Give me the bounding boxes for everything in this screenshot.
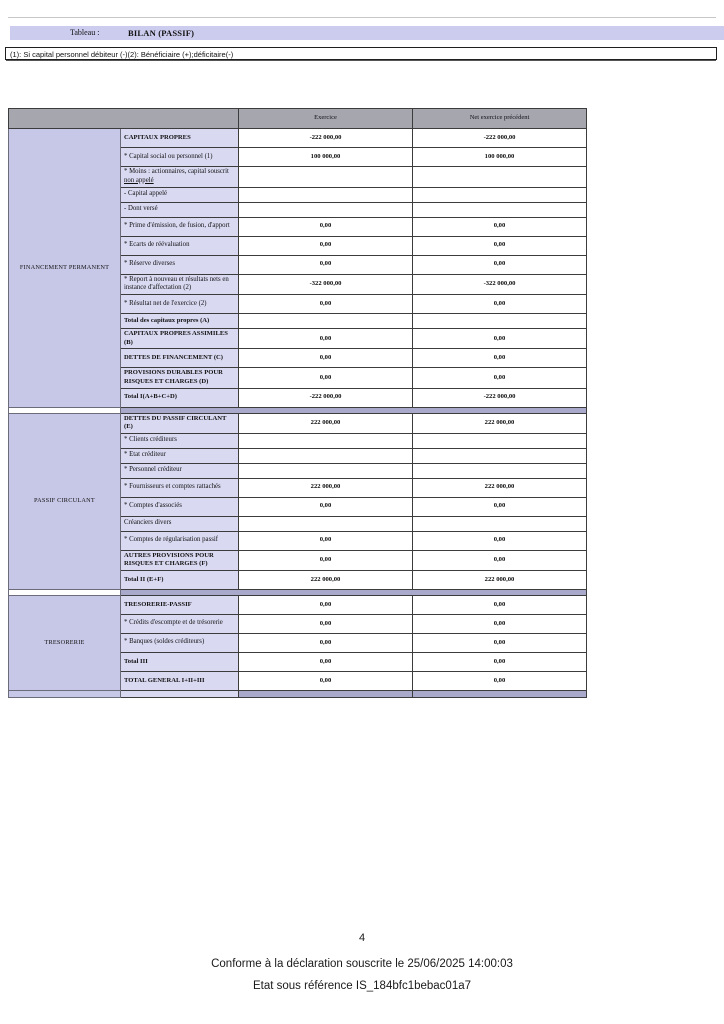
row-label: * Comptes d'associés <box>121 497 239 516</box>
cell-exercice <box>239 314 413 329</box>
cell-precedent: 0,00 <box>413 550 587 570</box>
row-label: * Résultat net de l'exercice (2) <box>121 295 239 314</box>
row-label: * Personnel créditeur <box>121 463 239 478</box>
row-label: * Clients créditeurs <box>121 433 239 448</box>
bottom-strip-label <box>121 690 239 697</box>
cell-precedent: 0,00 <box>413 295 587 314</box>
row-label: Total des capitaux propres (A) <box>121 314 239 329</box>
row-label: * Fournisseurs et comptes rattachés <box>121 478 239 497</box>
conformity-statement: Conforme à la déclaration souscrite le 25/06/2025 14:00:03 <box>211 958 513 970</box>
row-label: CAPITAUX PROPRES ASSIMILES (B) <box>121 329 239 349</box>
cell-precedent <box>413 187 587 202</box>
cell-precedent: -222 000,00 <box>413 388 587 407</box>
cell-precedent: 222 000,00 <box>413 570 587 589</box>
row-label: Total II (E+F) <box>121 570 239 589</box>
row-label: * Capital social ou personnel (1) <box>121 148 239 167</box>
cell-precedent: 100 000,00 <box>413 148 587 167</box>
cell-exercice: 0,00 <box>239 595 413 614</box>
cell-precedent: 0,00 <box>413 255 587 274</box>
cell-exercice: 0,00 <box>239 531 413 550</box>
cell-precedent <box>413 314 587 329</box>
cell-exercice <box>239 448 413 463</box>
cell-exercice: 0,00 <box>239 368 413 388</box>
group-label-0: FINANCEMENT PERMANENT <box>9 129 121 408</box>
cell-precedent: 0,00 <box>413 329 587 349</box>
row-label: * Réserve diverses <box>121 255 239 274</box>
cell-exercice: -222 000,00 <box>239 129 413 148</box>
cell-exercice: 0,00 <box>239 633 413 652</box>
table-header-row <box>9 109 587 129</box>
group-label-1: PASSIF CIRCULANT <box>9 413 121 589</box>
bilan-table-body <box>9 109 587 698</box>
row-label: * Report à nouveau et résultats nets en instance d'affectation (2) <box>121 274 239 295</box>
cell-exercice: 0,00 <box>239 255 413 274</box>
cell-exercice: -222 000,00 <box>239 388 413 407</box>
cell-exercice: 222 000,00 <box>239 478 413 497</box>
table-row <box>9 413 587 433</box>
cell-exercice: 222 000,00 <box>239 413 413 433</box>
column-header-exercice: Exercice <box>239 109 413 129</box>
header-spacer-cell <box>9 109 239 129</box>
footnote-box <box>5 47 717 60</box>
cell-exercice <box>239 187 413 202</box>
cell-precedent: 0,00 <box>413 349 587 368</box>
top-divider <box>8 17 716 18</box>
cell-precedent: 222 000,00 <box>413 478 587 497</box>
row-label: Total I(A+B+C+D) <box>121 388 239 407</box>
cell-exercice: 0,00 <box>239 550 413 570</box>
bottom-strip-precedent <box>413 690 587 697</box>
row-label: TRESORERIE-PASSIF <box>121 595 239 614</box>
row-label: * Banques (soldes créditeurs) <box>121 633 239 652</box>
row-label: Créanciers divers <box>121 516 239 531</box>
tableau-header-bar <box>10 26 724 40</box>
column-header-precedent: Net exercice précédent <box>413 109 587 129</box>
cell-precedent: 0,00 <box>413 531 587 550</box>
row-label: * Prime d'émission, de fusion, d'apport <box>121 217 239 236</box>
cell-precedent: 0,00 <box>413 368 587 388</box>
table-bottom-strip <box>9 690 587 697</box>
cell-exercice: 100 000,00 <box>239 148 413 167</box>
cell-exercice <box>239 167 413 188</box>
row-label: * Moins : actionnaires, capital souscrit non appelé <box>121 167 239 188</box>
cell-exercice: 222 000,00 <box>239 570 413 589</box>
tableau-label: Tableau : <box>70 28 100 37</box>
cell-exercice <box>239 202 413 217</box>
cell-precedent: 222 000,00 <box>413 413 587 433</box>
cell-precedent: 0,00 <box>413 671 587 690</box>
tableau-title: BILAN (PASSIF) <box>128 27 195 38</box>
group-label-2: TRESORERIE <box>9 595 121 690</box>
row-label: * Comptes de régularisation passif <box>121 531 239 550</box>
row-label: DETTES DE FINANCEMENT (C) <box>121 349 239 368</box>
cell-precedent: -222 000,00 <box>413 129 587 148</box>
row-label: Total III <box>121 652 239 671</box>
row-label: PROVISIONS DURABLES POUR RISQUES ET CHARGES (D) <box>121 368 239 388</box>
cell-exercice: 0,00 <box>239 497 413 516</box>
cell-exercice <box>239 516 413 531</box>
row-label: * Ecarts de réévaluation <box>121 236 239 255</box>
row-label: - Dont versé <box>121 202 239 217</box>
table-row <box>9 595 587 614</box>
bilan-table <box>8 108 587 698</box>
cell-precedent <box>413 463 587 478</box>
cell-exercice <box>239 463 413 478</box>
cell-precedent: -322 000,00 <box>413 274 587 295</box>
bottom-strip-group <box>9 690 121 697</box>
cell-precedent: 0,00 <box>413 614 587 633</box>
row-label: * Etat créditeur <box>121 448 239 463</box>
cell-exercice: 0,00 <box>239 349 413 368</box>
table-row <box>9 129 587 148</box>
cell-exercice: -322 000,00 <box>239 274 413 295</box>
cell-exercice <box>239 433 413 448</box>
cell-exercice: 0,00 <box>239 614 413 633</box>
cell-precedent <box>413 433 587 448</box>
cell-precedent: 0,00 <box>413 497 587 516</box>
row-label: - Capital appelé <box>121 187 239 202</box>
cell-precedent: 0,00 <box>413 633 587 652</box>
page-number: 4 <box>358 932 366 944</box>
reference-statement: Etat sous référence IS_184bfc1bebac01a7 <box>252 980 472 992</box>
row-label: TOTAL GENERAL I+II+III <box>121 671 239 690</box>
cell-exercice: 0,00 <box>239 652 413 671</box>
bottom-strip-exercice <box>239 690 413 697</box>
cell-exercice: 0,00 <box>239 236 413 255</box>
cell-precedent <box>413 167 587 188</box>
row-label: AUTRES PROVISIONS POUR RISQUES ET CHARGES (F) <box>121 550 239 570</box>
cell-precedent: 0,00 <box>413 652 587 671</box>
cell-precedent: 0,00 <box>413 236 587 255</box>
row-label: CAPITAUX PROPRES <box>121 129 239 148</box>
cell-exercice: 0,00 <box>239 295 413 314</box>
footnote-text: (1): Si capital personnel débiteur (-)(2): Bénéficiaire (+);déficitaire(-) <box>10 49 234 59</box>
cell-exercice: 0,00 <box>239 329 413 349</box>
row-label: DETTES DU PASSIF CIRCULANT (E) <box>121 413 239 433</box>
cell-exercice: 0,00 <box>239 671 413 690</box>
cell-precedent: 0,00 <box>413 595 587 614</box>
cell-precedent: 0,00 <box>413 217 587 236</box>
cell-precedent <box>413 202 587 217</box>
cell-precedent <box>413 448 587 463</box>
cell-exercice: 0,00 <box>239 217 413 236</box>
row-label: * Crédits d'escompte et de trésorerie <box>121 614 239 633</box>
row-label-underlined-part: non appelé <box>124 176 154 184</box>
cell-precedent <box>413 516 587 531</box>
